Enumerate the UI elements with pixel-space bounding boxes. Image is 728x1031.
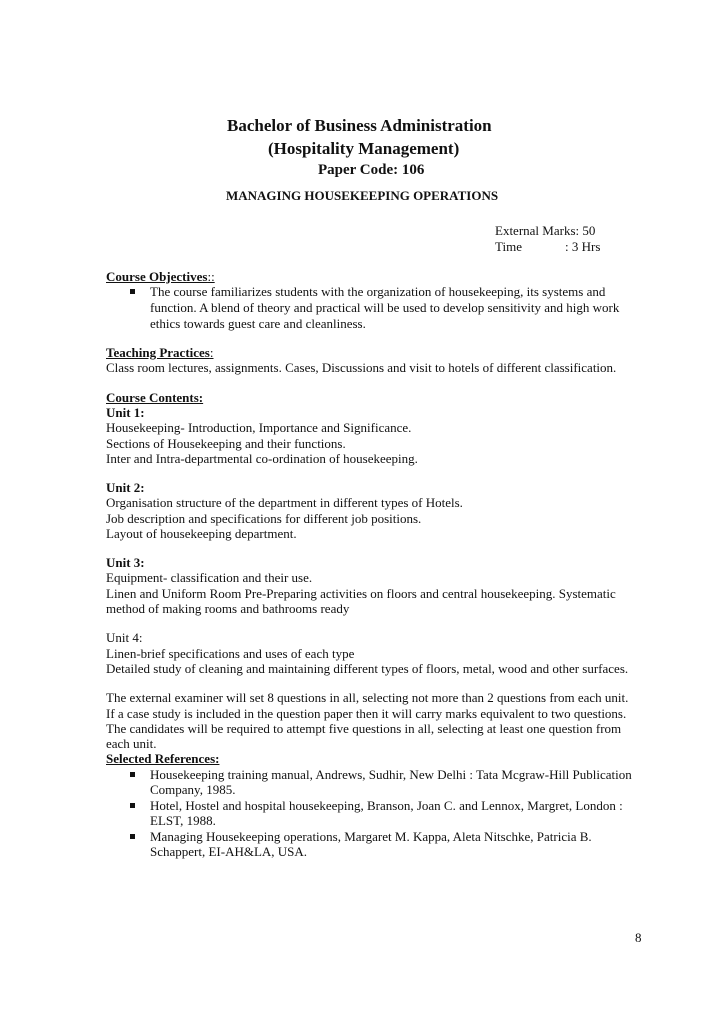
reference-line: ELST, 1988. bbox=[150, 813, 216, 828]
examiner-line: The candidates will be required to attempt five questions in all, selecting at least one question from bbox=[106, 721, 622, 736]
unit2-line: Organisation structure of the department in different types of Hotels. bbox=[106, 495, 463, 510]
examiner-line: The external examiner will set 8 questions in all, selecting not more than 2 questions from each unit. bbox=[106, 690, 629, 705]
bullet-icon bbox=[130, 289, 135, 294]
reference-line: Schappert, EI-AH&LA, USA. bbox=[150, 844, 308, 859]
unit1-title: Unit 1: bbox=[106, 405, 145, 420]
examiner-line: each unit. bbox=[106, 736, 157, 751]
contents-heading: Course Contents: bbox=[106, 390, 204, 405]
reference-line: Hotel, Hostel and hospital housekeeping, Branson, Joan C. and Lennox, Margret, London : bbox=[150, 798, 623, 813]
unit4-title: Unit 4: bbox=[106, 630, 143, 645]
bullet-icon bbox=[130, 803, 135, 808]
objectives-line: function. A blend of theory and practical will be used to develop sensitivity and high work bbox=[150, 300, 620, 315]
teaching-heading-text: Teaching Practices bbox=[106, 345, 210, 360]
objectives-heading bbox=[106, 269, 215, 284]
objectives-heading-suffix: :: bbox=[207, 269, 215, 284]
objectives-line: ethics towards guest care and cleanliness. bbox=[150, 316, 366, 331]
unit3-line: method of making rooms and bathrooms ready bbox=[106, 601, 350, 616]
objectives-heading-text: Course Objectives bbox=[106, 269, 208, 284]
teaching-heading-suffix: : bbox=[209, 345, 214, 360]
objectives-line: The course familiarizes students with the organization of housekeeping, its systems and bbox=[150, 284, 606, 299]
bullet-icon bbox=[130, 834, 135, 839]
program-subtitle: (Hospitality Management) bbox=[268, 139, 460, 158]
external-marks: External Marks: 50 bbox=[495, 223, 596, 238]
unit2-line: Layout of housekeeping department. bbox=[106, 526, 297, 541]
program-title: Bachelor of Business Administration bbox=[227, 116, 492, 135]
references-heading: Selected References: bbox=[106, 751, 220, 766]
unit3-title: Unit 3: bbox=[106, 555, 145, 570]
course-title: MANAGING HOUSEKEEPING OPERATIONS bbox=[226, 188, 499, 203]
time-value: : 3 Hrs bbox=[565, 239, 601, 254]
time-label: Time bbox=[495, 239, 522, 254]
reference-line: Housekeeping training manual, Andrews, Sudhir, New Delhi : Tata Mcgraw-Hill Publication bbox=[150, 767, 632, 782]
teaching-heading bbox=[106, 345, 214, 360]
unit2-title: Unit 2: bbox=[106, 480, 145, 495]
unit1-line: Sections of Housekeeping and their functions. bbox=[106, 436, 346, 451]
examiner-line: If a case study is included in the question paper then it will carry marks equivalent to two questions. bbox=[106, 706, 627, 721]
unit3-line: Linen and Uniform Room Pre-Preparing activities on floors and central housekeeping. Systematic bbox=[106, 586, 616, 601]
unit1-line: Inter and Intra-departmental co-ordination of housekeeping. bbox=[106, 451, 418, 466]
unit2-line: Job description and specifications for different job positions. bbox=[106, 511, 422, 526]
unit3-line: Equipment- classification and their use. bbox=[106, 570, 313, 585]
reference-line: Managing Housekeeping operations, Margaret M. Kappa, Aleta Nitschke, Patricia B. bbox=[150, 829, 592, 844]
bullet-icon bbox=[130, 772, 135, 777]
page-number: 8 bbox=[635, 930, 642, 945]
unit1-line: Housekeeping- Introduction, Importance and Significance. bbox=[106, 420, 412, 435]
paper-code: Paper Code: 106 bbox=[318, 162, 425, 178]
reference-line: Company, 1985. bbox=[150, 782, 236, 797]
unit4-line: Detailed study of cleaning and maintaining different types of floors, metal, wood and other surfaces. bbox=[106, 661, 629, 676]
unit4-line: Linen-brief specifications and uses of each type bbox=[106, 646, 355, 661]
teaching-text: Class room lectures, assignments. Cases, Discussions and visit to hotels of different classification. bbox=[106, 360, 617, 375]
